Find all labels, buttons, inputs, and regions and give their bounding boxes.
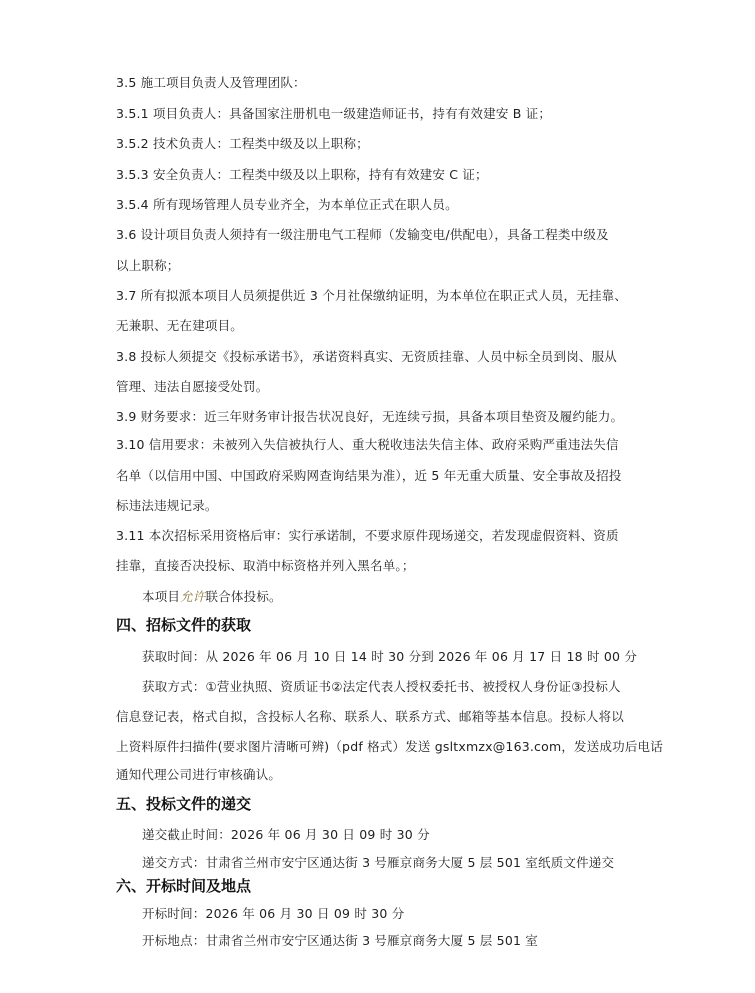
clause-3-11-line1: 3.11 本次招标采用资格后审：实行承诺制，不要求原件现场递交，若发现虚假资料、资质 <box>116 528 619 543</box>
clause-3-5: 3.5 施工项目负责人及管理团队： <box>116 75 306 90</box>
section-4-method-line3: 上资料原件扫描件(要求图片清晰可辨)（pdf 格式）发送 gsltxmzx@163.com，发送成功后电话 <box>116 739 663 754</box>
section-4-method-line2: 信息登记表，格式自拟，含投标人名称、联系人、联系方式、邮箱等基本信息。投标人将以 <box>116 709 625 724</box>
section-6-place: 开标地点：甘肃省兰州市安宁区通达街 3 号雁京商务大厦 5 层 501 室 <box>142 933 539 948</box>
clause-3-5-3: 3.5.3 安全负责人：工程类中级及以上职称，持有有效建安 C 证； <box>116 167 488 182</box>
consortium-suffix: 联合体投标。 <box>205 589 282 604</box>
section-4-method-line1: 获取方式：①营业执照、资质证书②法定代表人授权委托书、被授权人身份证③投标人 <box>142 679 621 694</box>
clause-3-5-1: 3.5.1 项目负责人：具备国家注册机电一级建造师证书，持有有效建安 B 证； <box>116 106 552 121</box>
section-6-heading: 六、开标时间及地点 <box>116 877 252 895</box>
clause-3-5-4: 3.5.4 所有现场管理人员专业齐全，为本单位正式在职人员。 <box>116 197 458 212</box>
consortium-prefix: 本项目 <box>142 589 181 604</box>
clause-3-8-line2: 管理、违法自愿接受处罚。 <box>116 379 269 394</box>
clause-3-6-line2: 以上职称； <box>116 258 180 273</box>
consortium-allowed: 允许 <box>180 589 206 604</box>
section-5-heading: 五、投标文件的递交 <box>116 795 252 813</box>
section-6-time: 开标时间：2026 年 06 月 30 日 09 时 30 分 <box>142 906 405 921</box>
clause-3-10-line3: 标违法违规记录。 <box>116 498 218 513</box>
section-4-heading: 四、招标文件的获取 <box>116 616 252 634</box>
clause-3-9: 3.9 财务要求：近三年财务审计报告状况良好，无连续亏损，具备本项目垫资及履约能力。 <box>116 409 624 424</box>
clause-3-7-line1: 3.7 所有拟派本项目人员须提供近 3 个月社保缴纳证明，为本单位在职正式人员，无挂靠、 <box>116 288 628 303</box>
section-5-deadline: 递交截止时间：2026 年 06 月 30 日 09 时 30 分 <box>142 827 430 842</box>
clause-3-10-line2: 名单（以信用中国、中国政府采购网查询结果为准），近 5 年无重大质量、安全事故及招投 <box>116 468 622 483</box>
consortium-statement <box>142 589 282 605</box>
clause-3-8-line1: 3.8 投标人须提交《投标承诺书》，承诺资料真实、无资质挂靠、人员中标全员到岗、服从 <box>116 349 618 364</box>
section-4-method-line4: 通知代理公司进行审核确认。 <box>116 767 282 782</box>
clause-3-5-2: 3.5.2 技术负责人：工程类中级及以上职称； <box>116 136 369 151</box>
clause-3-10-line1: 3.10 信用要求：未被列入失信被执行人、重大税收违法失信主体、政府采购严重违法失信 <box>116 437 619 452</box>
section-4-time: 获取时间：从 2026 年 06 月 10 日 14 时 30 分到 2026 年 06 月 17 日 18 时 00 分 <box>142 649 638 664</box>
section-5-method: 递交方式：甘肃省兰州市安宁区通达街 3 号雁京商务大厦 5 层 501 室纸质文件递交 <box>142 855 615 870</box>
clause-3-11-line2: 挂靠，直接否决投标、取消中标资格并列入黑名单。； <box>116 558 415 573</box>
clause-3-6-line1: 3.6 设计项目负责人须持有一级注册电气工程师（发输变电/供配电），具备工程类中级及 <box>116 227 609 242</box>
clause-3-7-line2: 无兼职、无在建项目。 <box>116 318 244 333</box>
